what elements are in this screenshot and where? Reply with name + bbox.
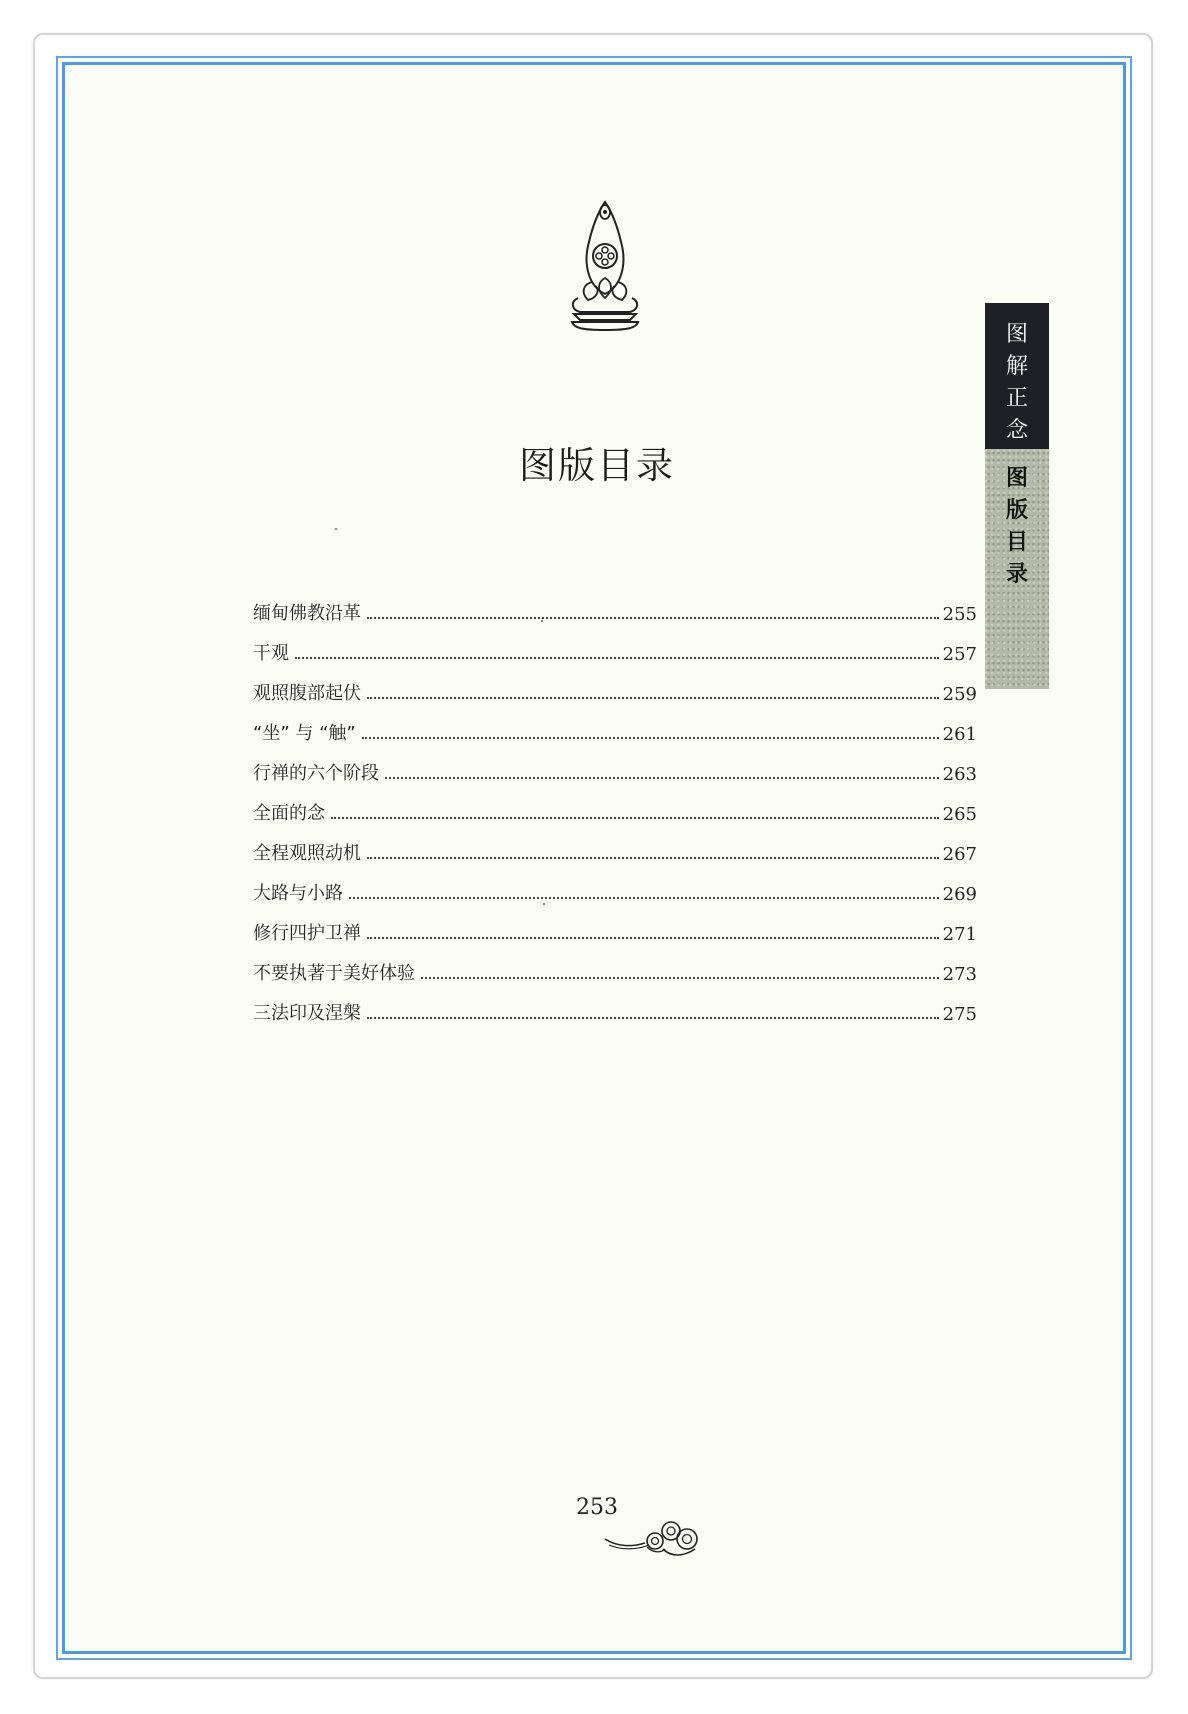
document-page	[62, 62, 1126, 1654]
leader-dots	[367, 857, 939, 859]
toc-row[interactable]	[253, 785, 977, 825]
toc-row[interactable]	[253, 625, 977, 665]
toc-page-number: 257	[942, 644, 977, 665]
leader-dots	[349, 897, 939, 899]
toc-row[interactable]	[253, 905, 977, 945]
auspicious-cloud-icon	[603, 1517, 703, 1561]
toc-page-number: 273	[942, 964, 977, 985]
toc-page-number: 267	[942, 844, 977, 865]
table-of-contents	[253, 585, 977, 1025]
side-section-tab	[985, 303, 1049, 689]
toc-row[interactable]	[253, 825, 977, 865]
toc-label: 干观	[253, 643, 289, 664]
toc-row[interactable]	[253, 745, 977, 785]
toc-page-number: 255	[942, 604, 977, 625]
toc-label: 行禅的六个阶段	[253, 763, 379, 784]
leader-dots	[367, 937, 939, 939]
toc-page-number: 269	[942, 884, 977, 905]
toc-label: “坐” 与 “触”	[253, 723, 356, 744]
toc-row[interactable]	[253, 705, 977, 745]
paper-speck	[541, 620, 543, 622]
leader-dots	[421, 977, 939, 979]
paper-speck	[335, 528, 337, 530]
leader-dots	[367, 697, 939, 699]
leader-dots	[367, 1017, 939, 1019]
toc-row[interactable]	[253, 665, 977, 705]
toc-label: 观照腹部起伏	[253, 683, 361, 704]
page-title: 图版目录	[519, 444, 675, 487]
leader-dots	[295, 657, 939, 659]
toc-page-number: 265	[942, 804, 977, 825]
toc-page-number: 261	[942, 724, 977, 745]
lotus-flame-emblem-icon	[570, 198, 640, 333]
toc-page-number: 259	[942, 684, 977, 705]
toc-page-number: 271	[942, 924, 977, 945]
toc-label: 全程观照动机	[253, 843, 361, 864]
toc-row[interactable]	[253, 865, 977, 905]
leader-dots	[385, 777, 939, 779]
paper-speck	[543, 903, 545, 905]
toc-page-number: 263	[942, 764, 977, 785]
toc-label: 三法印及涅槃	[253, 1003, 361, 1024]
toc-label: 全面的念	[253, 803, 325, 824]
toc-label: 大路与小路	[253, 883, 343, 904]
page-number: 253	[576, 1495, 618, 1520]
toc-row[interactable]	[253, 585, 977, 625]
section-title-vertical: 图 版 目 录	[1005, 466, 1028, 587]
toc-row[interactable]	[253, 985, 977, 1025]
toc-label: 不要执著于美好体验	[253, 963, 415, 984]
toc-row[interactable]	[253, 945, 977, 985]
toc-page-number: 275	[942, 1004, 977, 1025]
book-title-vertical: 图 解 正 念	[1005, 322, 1028, 443]
leader-dots	[367, 617, 939, 619]
toc-label: 修行四护卫禅	[253, 923, 361, 944]
leader-dots	[331, 817, 939, 819]
leader-dots	[362, 737, 939, 739]
toc-label: 缅甸佛教沿革	[253, 603, 361, 624]
